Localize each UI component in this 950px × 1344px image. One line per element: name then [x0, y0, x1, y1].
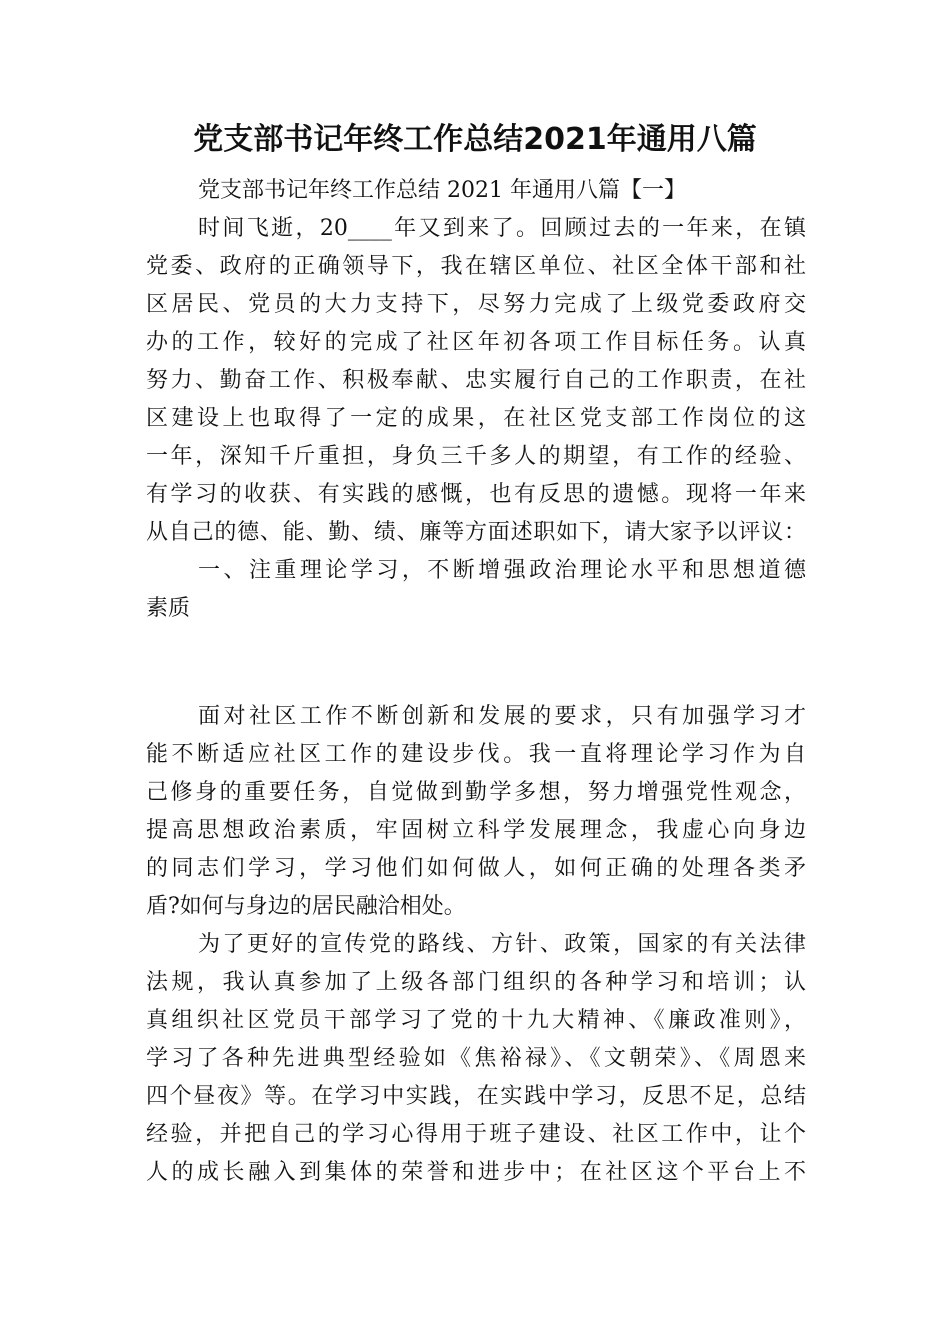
text-line: 努力、勤奋工作、积极奉献、忠实履行自己的工作职责，在社 [146, 368, 806, 393]
text-line: 经验，并把自己的学习心得用于班子建设、社区工作中，让个 [146, 1122, 806, 1147]
text-line: 从自己的德、能、勤、绩、廉等方面述职如下，请大家予以评议： [146, 520, 806, 545]
text-line: 一年，深知千斤重担，身负三千多人的期望，有工作的经验、 [146, 444, 806, 469]
text-line: 素质 [146, 596, 191, 621]
document-title: 党支部书记年终工作总结2021年通用八篇 [193, 122, 757, 157]
text-line: 己修身的重要任务，自觉做到勤学多想，努力增强党性观念， [146, 780, 806, 805]
text-line: 区居民、党员的大力支持下，尽努力完成了上级党委政府交 [146, 292, 806, 317]
text-line: 盾?如何与身边的居民融洽相处。 [146, 894, 466, 919]
text-line: 提高思想政治素质，牢固树立科学发展理念，我虚心向身边 [146, 818, 806, 843]
text-line: 党支部书记年终工作总结 2021 年通用八篇【一】 [198, 178, 686, 203]
text-line: 能不断适应社区工作的建设步伐。我一直将理论学习作为自 [146, 742, 806, 767]
body-block-1 [146, 172, 806, 628]
text-line: 四个昼夜》等。在学习中实践，在实践中学习，反思不足，总结 [146, 1084, 806, 1109]
text-line: 党委、政府的正确领导下，我在辖区单位、社区全体干部和社 [146, 254, 806, 279]
text-line: 为了更好的宣传党的路线、方针、政策，国家的有关法律 [198, 932, 806, 957]
text-line: 一、注重理论学习，不断增强政治理论水平和思想道德 [198, 558, 806, 583]
text-line: 有学习的收获、有实践的感慨，也有反思的遗憾。现将一年来 [146, 482, 806, 507]
text-line: 时间飞逝，20____年又到来了。回顾过去的一年来，在镇 [198, 216, 806, 241]
text-line: 的同志们学习，学习他们如何做人，如何正确的处理各类矛 [146, 856, 806, 881]
text-line: 办的工作，较好的完成了社区年初各项工作目标任务。认真 [146, 330, 806, 355]
text-line: 区建设上也取得了一定的成果，在社区党支部工作岗位的这 [146, 406, 806, 431]
text-line: 法规，我认真参加了上级各部门组织的各种学习和培训；认 [146, 970, 806, 995]
text-line: 学习了各种先进典型经验如《焦裕禄》、《文朝荣》、《周恩来 [146, 1046, 806, 1071]
text-line: 人的成长融入到集体的荣誉和进步中；在社区这个平台上不 [146, 1160, 806, 1185]
body-block-2 [146, 698, 806, 1192]
text-line: 面对社区工作不断创新和发展的要求，只有加强学习才 [198, 704, 806, 729]
text-line: 真组织社区党员干部学习了党的十九大精神、《廉政准则》， [146, 1008, 806, 1033]
